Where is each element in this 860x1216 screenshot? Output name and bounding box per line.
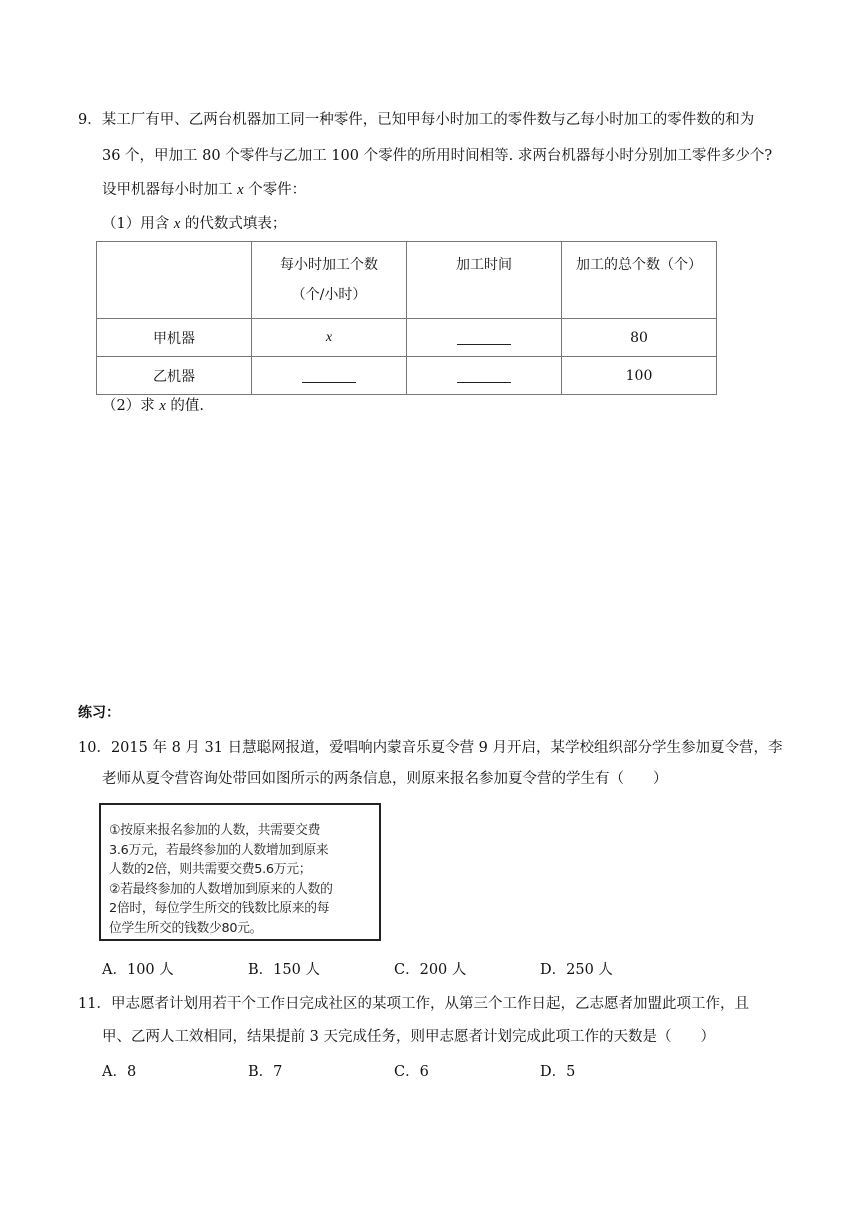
rate-value: x bbox=[325, 330, 333, 345]
q9-part-2-post: 的值. bbox=[165, 398, 204, 414]
option-d[interactable]: D．5 bbox=[540, 1064, 576, 1080]
q10-options bbox=[102, 960, 613, 980]
q10-line-2: 老师从夏令营咨询处带回如图所示的两条信息，则原来报名参加夏令营的学生有（ ） bbox=[102, 771, 668, 787]
rate-cell[interactable] bbox=[252, 357, 407, 395]
table-header-rate bbox=[252, 242, 407, 319]
q10-line-1: 10．2015 年 8 月 31 日慧聪网报道，爱唱响内蒙音乐夏令营 9 月开启，某学校组织部分学生参加夏令营，李 bbox=[78, 740, 783, 756]
q9-line-2: 36 个，甲加工 80 个零件与乙加工 100 个零件的所用时间相等. 求两台机器每小时分别加工零件多少个? bbox=[102, 148, 773, 164]
q9-line-1: 9．某工厂有甲、乙两台机器加工同一种零件，已知甲每小时加工的零件数与乙每小时加工的零件数的和为 bbox=[78, 112, 755, 128]
row-label: 甲机器 bbox=[97, 319, 252, 357]
answer-blank[interactable] bbox=[457, 368, 511, 383]
q9-line-3-pre: 设甲机器每小时加工 bbox=[102, 182, 238, 198]
option-a[interactable]: A．8 bbox=[102, 1064, 137, 1080]
table-header-rate-unit: （个/小时） bbox=[291, 287, 367, 303]
q9-part-2 bbox=[102, 396, 204, 416]
q9-part-1-post: 的代数式填表； bbox=[180, 216, 287, 232]
option-b[interactable]: B．150 人 bbox=[248, 962, 320, 978]
info-line: 位学生所交的钱数少80元。 bbox=[109, 920, 263, 936]
answer-blank[interactable] bbox=[302, 368, 356, 383]
option-c[interactable]: C．6 bbox=[394, 1064, 429, 1080]
info-line: 2倍时，每位学生所交的钱数比原来的每 bbox=[109, 901, 330, 916]
q9-part-1-pre: （1）用含 bbox=[102, 216, 174, 232]
time-cell[interactable] bbox=[407, 357, 562, 395]
option-b[interactable]: B．7 bbox=[248, 1064, 283, 1080]
info-line: 3.6万元，若最终参加的人数增加到原来 bbox=[109, 842, 329, 858]
total-cell: 100 bbox=[562, 357, 717, 395]
table-header-row bbox=[97, 242, 717, 319]
time-cell[interactable] bbox=[407, 319, 562, 357]
rate-cell bbox=[252, 319, 407, 357]
info-line: ②若最终参加的人数增加到原来的人数的 bbox=[109, 881, 333, 897]
option-c[interactable]: C．200 人 bbox=[394, 962, 467, 978]
fill-in-table bbox=[96, 241, 717, 395]
row-label: 乙机器 bbox=[97, 357, 252, 395]
practice-heading: 练习： bbox=[78, 705, 120, 721]
table-row bbox=[97, 357, 717, 395]
variable-x: x bbox=[159, 398, 166, 414]
q11-line-1: 11．甲志愿者计划用若干个工作日完成社区的某项工作，从第三个工作日起，乙志愿者加盟此项工作，且 bbox=[78, 996, 749, 1012]
info-line: 人数的2倍，则共需要交费5.6万元； bbox=[109, 862, 312, 877]
variable-x: x bbox=[237, 182, 244, 198]
answer-blank[interactable] bbox=[457, 330, 511, 345]
table-header-empty bbox=[97, 242, 252, 319]
q9-part-2-pre: （2）求 bbox=[102, 398, 160, 414]
table-header-time: 加工时间 bbox=[407, 242, 562, 319]
variable-x: x bbox=[173, 216, 181, 232]
info-box bbox=[99, 803, 381, 941]
table-row bbox=[97, 319, 717, 357]
q9-line-3 bbox=[102, 180, 306, 200]
q11-options bbox=[102, 1062, 575, 1082]
q9-line-3-post: 个零件： bbox=[243, 182, 307, 198]
option-d[interactable]: D．250 人 bbox=[540, 962, 613, 978]
q11-line-2: 甲、乙两人工效相同，结果提前 3 天完成任务，则甲志愿者计划完成此项工作的天数是（ ） bbox=[102, 1029, 715, 1045]
q9-part-1 bbox=[102, 214, 286, 234]
option-a[interactable]: A．100 人 bbox=[102, 962, 174, 978]
total-cell: 80 bbox=[562, 319, 717, 357]
info-line: ①按原来报名参加的人数，共需要交费 bbox=[109, 823, 321, 838]
table-header-rate-label: 每小时加工个数 bbox=[280, 257, 378, 273]
table-header-total: 加工的总个数（个） bbox=[562, 242, 717, 319]
